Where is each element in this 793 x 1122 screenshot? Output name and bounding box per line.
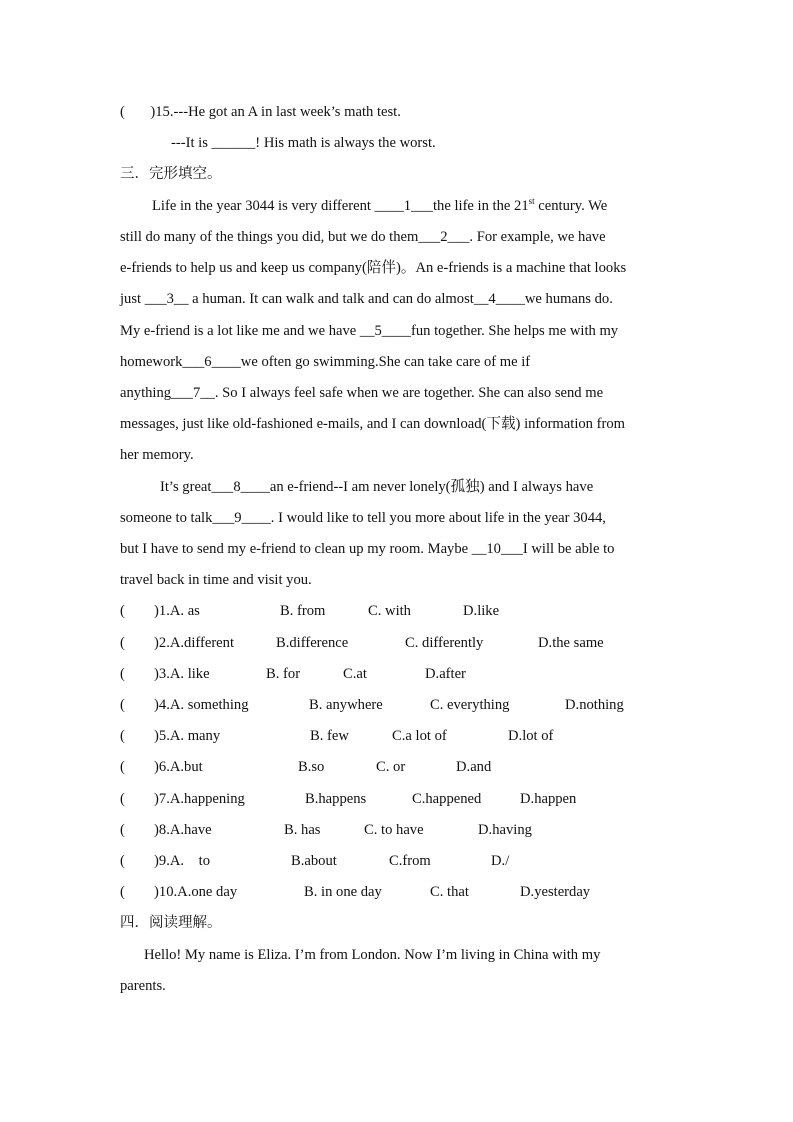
option-b: B. has (284, 822, 321, 838)
reading-passage-line: parents. (120, 978, 166, 994)
passage-line: homework___6____we often go swimming.She can take care of me if (120, 354, 531, 370)
option-c: C.a lot of (392, 728, 447, 744)
option-d: D.and (456, 759, 492, 775)
option-c: C.from (389, 853, 431, 869)
option-c: C. or (376, 759, 406, 775)
passage-line: messages, just like old-fashioned e-mails, and I can download(下载) information from (120, 416, 625, 432)
question-number-option-a: ( )8.A.have (120, 822, 212, 838)
option-c: C. everything (430, 697, 510, 713)
passage-line: It’s great___8____an e-friend--I am never lonely(孤独) and I always have (160, 479, 594, 495)
option-b: B. few (310, 728, 349, 744)
question-15-line-1: ( )15.---He got an A in last week’s math test. (120, 104, 401, 120)
option-b: B. in one day (304, 884, 382, 900)
passage-text: century. We (534, 198, 608, 214)
option-d: D.after (425, 666, 466, 682)
option-c: C. differently (405, 635, 484, 651)
passage-line: someone to talk___9____. I would like to tell you more about life in the year 3044, (120, 510, 606, 526)
question-15-line-2: ---It is ______! His math is always the worst. (171, 135, 436, 151)
question-number-option-a: ( )1.A. as (120, 603, 200, 619)
option-b: B.so (298, 759, 325, 775)
section-3-title: 三．完形填空。 (120, 166, 222, 182)
passage-line (152, 197, 607, 215)
question-number-option-a: ( )7.A.happening (120, 791, 245, 807)
question-number-option-a: ( )9.A. to (120, 853, 210, 869)
option-d: D.the same (538, 635, 604, 651)
option-b: B. anywhere (309, 697, 383, 713)
option-d: D.happen (520, 791, 577, 807)
option-c: C. with (368, 603, 411, 619)
passage-line: just ___3__ a human. It can walk and talk and can do almost__4____we humans do. (120, 291, 613, 307)
question-number-option-a: ( )3.A. like (120, 666, 210, 682)
passage-line: her memory. (120, 447, 194, 463)
option-b: B.about (291, 853, 337, 869)
option-d: D.like (463, 603, 500, 619)
section-4-title: 四．阅读理解。 (120, 915, 222, 931)
option-b: B.difference (276, 635, 349, 651)
question-number-option-a: ( )4.A. something (120, 697, 249, 713)
option-b: B. from (280, 603, 326, 619)
option-c: C. that (430, 884, 469, 900)
passage-line: anything___7__. So I always feel safe when we are together. She can also send me (120, 385, 604, 401)
option-d: D./ (491, 853, 510, 869)
option-c: C. to have (364, 822, 424, 838)
option-d: D.having (478, 822, 532, 838)
superscript-st: st (528, 196, 535, 206)
option-d: D.nothing (565, 697, 624, 713)
option-d: D.lot of (508, 728, 554, 744)
passage-text: Life in the year 3044 is very different ____1___the life in the 21 (152, 198, 529, 214)
question-number-option-a: ( )2.A.different (120, 635, 235, 651)
passage-line: My e-friend is a lot like me and we have __5____fun together. She helps me with my (120, 323, 619, 339)
option-b: B. for (266, 666, 301, 682)
passage-line: but I have to send my e-friend to clean up my room. Maybe __10___I will be able to (120, 541, 615, 557)
option-b: B.happens (305, 791, 367, 807)
question-number-option-a: ( )6.A.but (120, 759, 203, 775)
passage-line: still do many of the things you did, but we do them___2___. For example, we have (120, 229, 606, 245)
option-c: C.happened (412, 791, 482, 807)
option-c: C.at (343, 666, 367, 682)
passage-line: travel back in time and visit you. (120, 572, 312, 588)
reading-passage-line: Hello! My name is Eliza. I’m from London. Now I’m living in China with my (144, 947, 601, 963)
question-number-option-a: ( )5.A. many (120, 728, 221, 744)
passage-line: e-friends to help us and keep us company(陪伴)。An e-friends is a machine that looks (120, 260, 627, 276)
option-d: D.yesterday (520, 884, 591, 900)
question-number-option-a: ( )10.A.one day (120, 884, 238, 900)
